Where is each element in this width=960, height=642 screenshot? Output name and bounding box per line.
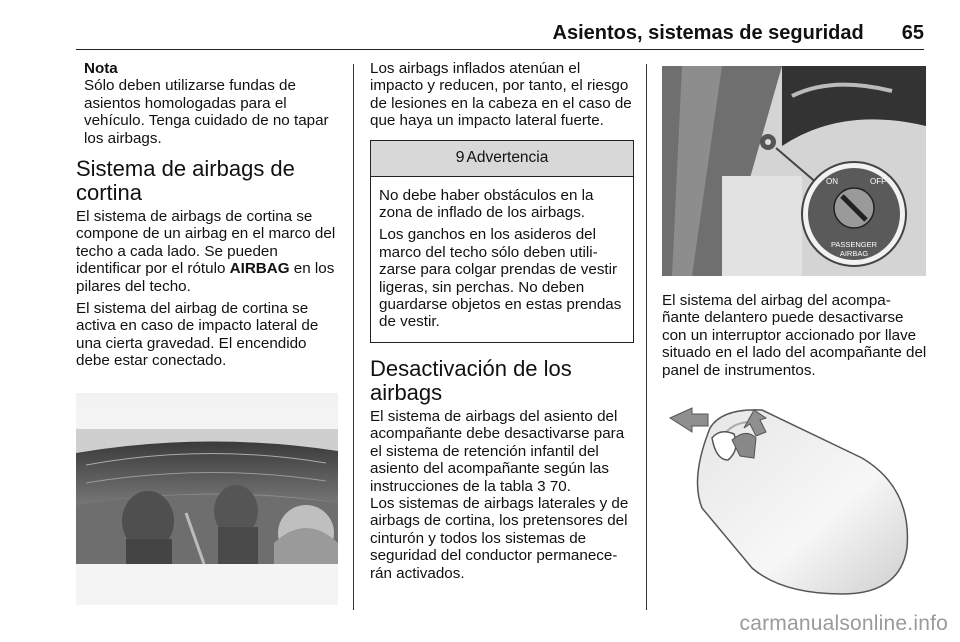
page-title: Asientos, sistemas de seguridad <box>552 22 864 44</box>
column-divider-2 <box>646 64 647 610</box>
watermark: carmanualsonline.info <box>739 612 948 635</box>
page-header <box>76 22 924 50</box>
switch-label-line-2: AIRBAG <box>839 249 869 258</box>
page-number: 65 <box>901 22 924 44</box>
section-heading-curtain-airbags: Sistema de airbags de cortina <box>76 156 295 206</box>
switch-on-label: ON <box>826 177 838 186</box>
warning-paragraph-2: Los ganchos en los asideros del marco del techo sólo deben utili- zarse para colgar prendas de vestir ligeras, sin perchas. No deben guardarse objetos en estas prendas de vestir. <box>379 226 622 331</box>
warning-icon: 9 <box>455 149 465 167</box>
curtain-airbags-paragraph-3: Los airbags inflados atenúan el impacto y reducen, por tanto, el riesgo de lesiones en la cabeza en el caso de que haya un impacto lateral fuerte. <box>370 60 632 130</box>
column-divider-1 <box>353 64 354 610</box>
warning-box <box>370 140 634 343</box>
warning-body <box>371 177 633 342</box>
curtain-airbag-illustration <box>76 393 338 605</box>
airbag-switch-key-illustration <box>662 398 926 598</box>
curtain-airbags-paragraph-2: El sistema del airbag de cortina se activa en caso de impacto lateral de una cierta gravedad. El encendido debe estar conectado. <box>76 300 319 370</box>
deactivation-paragraph: El sistema de airbags del asiento del acompañante debe desactivarse para el sistema de retención infantil del asiento del acompañante según las instrucciones de la tabla 3 70. <box>370 407 625 495</box>
column-2 <box>370 60 634 582</box>
note-title: Nota <box>84 60 118 77</box>
column-3 <box>662 292 928 384</box>
switch-off-label: OFF <box>870 177 886 186</box>
airbag-label: AIRBAG <box>229 260 290 278</box>
page-reference-icon: 3 <box>537 477 546 495</box>
column-1 <box>76 60 340 375</box>
note-body: Sólo deben utilizarse fundas de asientos homologadas para el vehículo. Tenga cuidado de no tapar los airbags. <box>84 77 329 147</box>
header-rule <box>76 49 924 50</box>
warning-paragraph-1: No debe haber obstáculos en la zona de inflado de los airbags. <box>379 186 594 222</box>
warning-title: Advertencia <box>466 149 549 167</box>
airbag-switch-illustration <box>662 66 926 276</box>
section-heading-airbag-deactivation: Desactivación de los airbags <box>370 355 572 405</box>
curtain-airbags-paragraph-1: El sistema de airbags de cortina se compone de un airbag en el marco del techo a cada lado. Se pueden identificar por el rótulo AIRBAG en los pilares del techo. <box>76 208 336 295</box>
deactivation-paragraph-2: Los sistemas de airbags laterales y de airbags de cortina, los pretensores del cinturón y todos los sistemas de seguridad del conductor permanece- rán activados. <box>370 494 629 582</box>
warning-header <box>371 141 633 177</box>
switch-label-line-1: PASSENGER <box>830 240 878 249</box>
switch-caption: El sistema del airbag del acompa- ñante delantero puede desactivarse con un interruptor accionado por llave situado en el lado del acompañante del panel de instrumentos. <box>662 292 927 379</box>
